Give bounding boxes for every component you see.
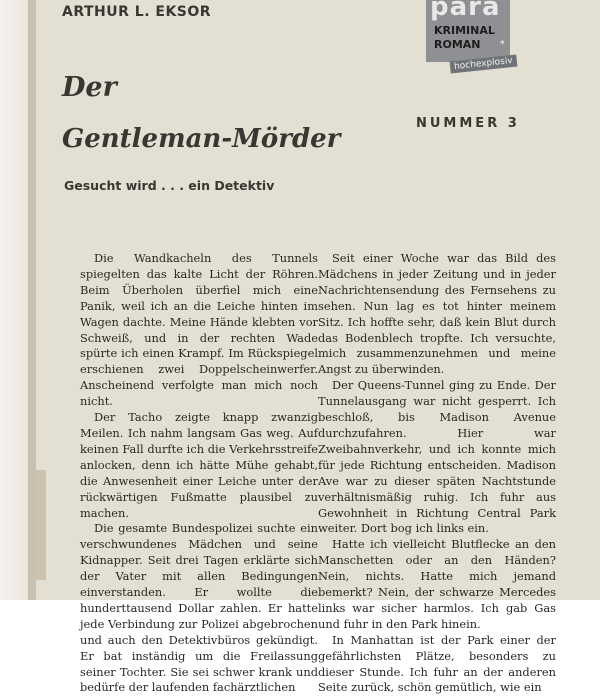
subtitle: Gesucht wird . . . ein Detektiv — [64, 178, 275, 193]
text-column-left — [80, 251, 318, 696]
logo-mark: * — [500, 40, 505, 50]
paragraph: Hatte ich vielleicht Blutflecke an den Manschetten oder an den Händen? Nein, nichts. Hatte mich jemand bemerkt? Nein, der schwarze Mercedes links war sicher harmlos. Ich gab Gas und fuhr in den Park hinein. — [318, 537, 556, 631]
title-line1: Der — [62, 72, 117, 103]
issue-number: NUMMER 3 — [416, 116, 520, 131]
paragraph: Die Wandkacheln des Tunnels spiegelten das kalte Licht der Röhren. Beim Überholen überfiel mich eine Panik, weil ich an die Leiche hinten im Wagen dachte. Meine Hände klebten vor Schweiß, und in der rechten Wade spürte ich einen Krampf. Im Rückspiegel erschienen zwei Doppelscheinwerfer. Anscheinend verfolgte man mich noch nicht. — [80, 251, 318, 409]
publisher-logo — [426, 0, 518, 73]
paragraph: Der Queens-Tunnel ging zu Ende. Der Tunnelausgang war nicht gesperrt. Ich beschloß, bis Madison Avenue durchzufahren. Hier war Zweibahnverkehr, und ich konnte mich für jede Richtung entscheiden. Madison Ave war zu dieser späten Nachtstunde verhältnismäßig ruhig. Ich fuhr aus Gewohnheit in Richtung Central Park weiter. Dort bog ich links ein. — [318, 378, 556, 536]
paragraph: Seit einer Woche war das Bild des Mädchens in jeder Zeitung und in jeder Nachrichtensendung des Fernsehens zu sehen. Nun lag es tot hinter meinem Sitz. Ich hoffte sehr, daß kein Blut durch das Bodenblech tropfte. Ich versuchte, mich zusammenzunehmen und meine Angst zu überwinden. — [318, 251, 556, 377]
author-name: ARTHUR L. EKSOR — [62, 4, 212, 20]
text-column-right — [318, 251, 556, 696]
logo-line1: KRIMINAL — [434, 24, 495, 37]
book-binding — [0, 0, 36, 600]
logo-tagline: hochexplosiv — [450, 55, 518, 74]
paragraph: In Manhattan ist der Park einer der gefährlichsten Plätze, besonders zu dieser Stunde. Ich fuhr an der anderen Seite zurück, schön gemütlich, wie ein — [318, 632, 556, 695]
book-page — [36, 0, 600, 695]
page-stain — [36, 470, 46, 580]
binding-shadow — [28, 0, 36, 600]
title-line2: Gentleman-Mörder — [62, 124, 341, 154]
logo-line2: ROMAN — [434, 38, 481, 51]
paragraph: Der Tacho zeigte knapp zwanzig Meilen. Ich nahm langsam Gas weg. Auf keinen Fall durfte ich die Verkehrsstreife anlocken, denn ich hätte Mühe gehabt, die Anwesenheit einer Leiche unter der rückwärtigen Fußmatte plausibel zu machen. — [80, 410, 318, 520]
logo-para: para — [430, 0, 501, 22]
paragraph: Die gesamte Bundespolizei suchte ein verschwundenes Mädchen und seine Kidnapper. Seit drei Tagen erklärte sich der Vater mit allen Bedingungen einverstanden. Er wollte die hunderttausend Dollar zahlen. Er hatte jede Verbindung zur Polizei abgebrochen und auch den Detektivbüros gekündigt. Er bat inständig um die Freilassung seiner Tochter. Sie sei schwer krank und bedürfe der laufenden fachärztlichen — [80, 521, 318, 695]
